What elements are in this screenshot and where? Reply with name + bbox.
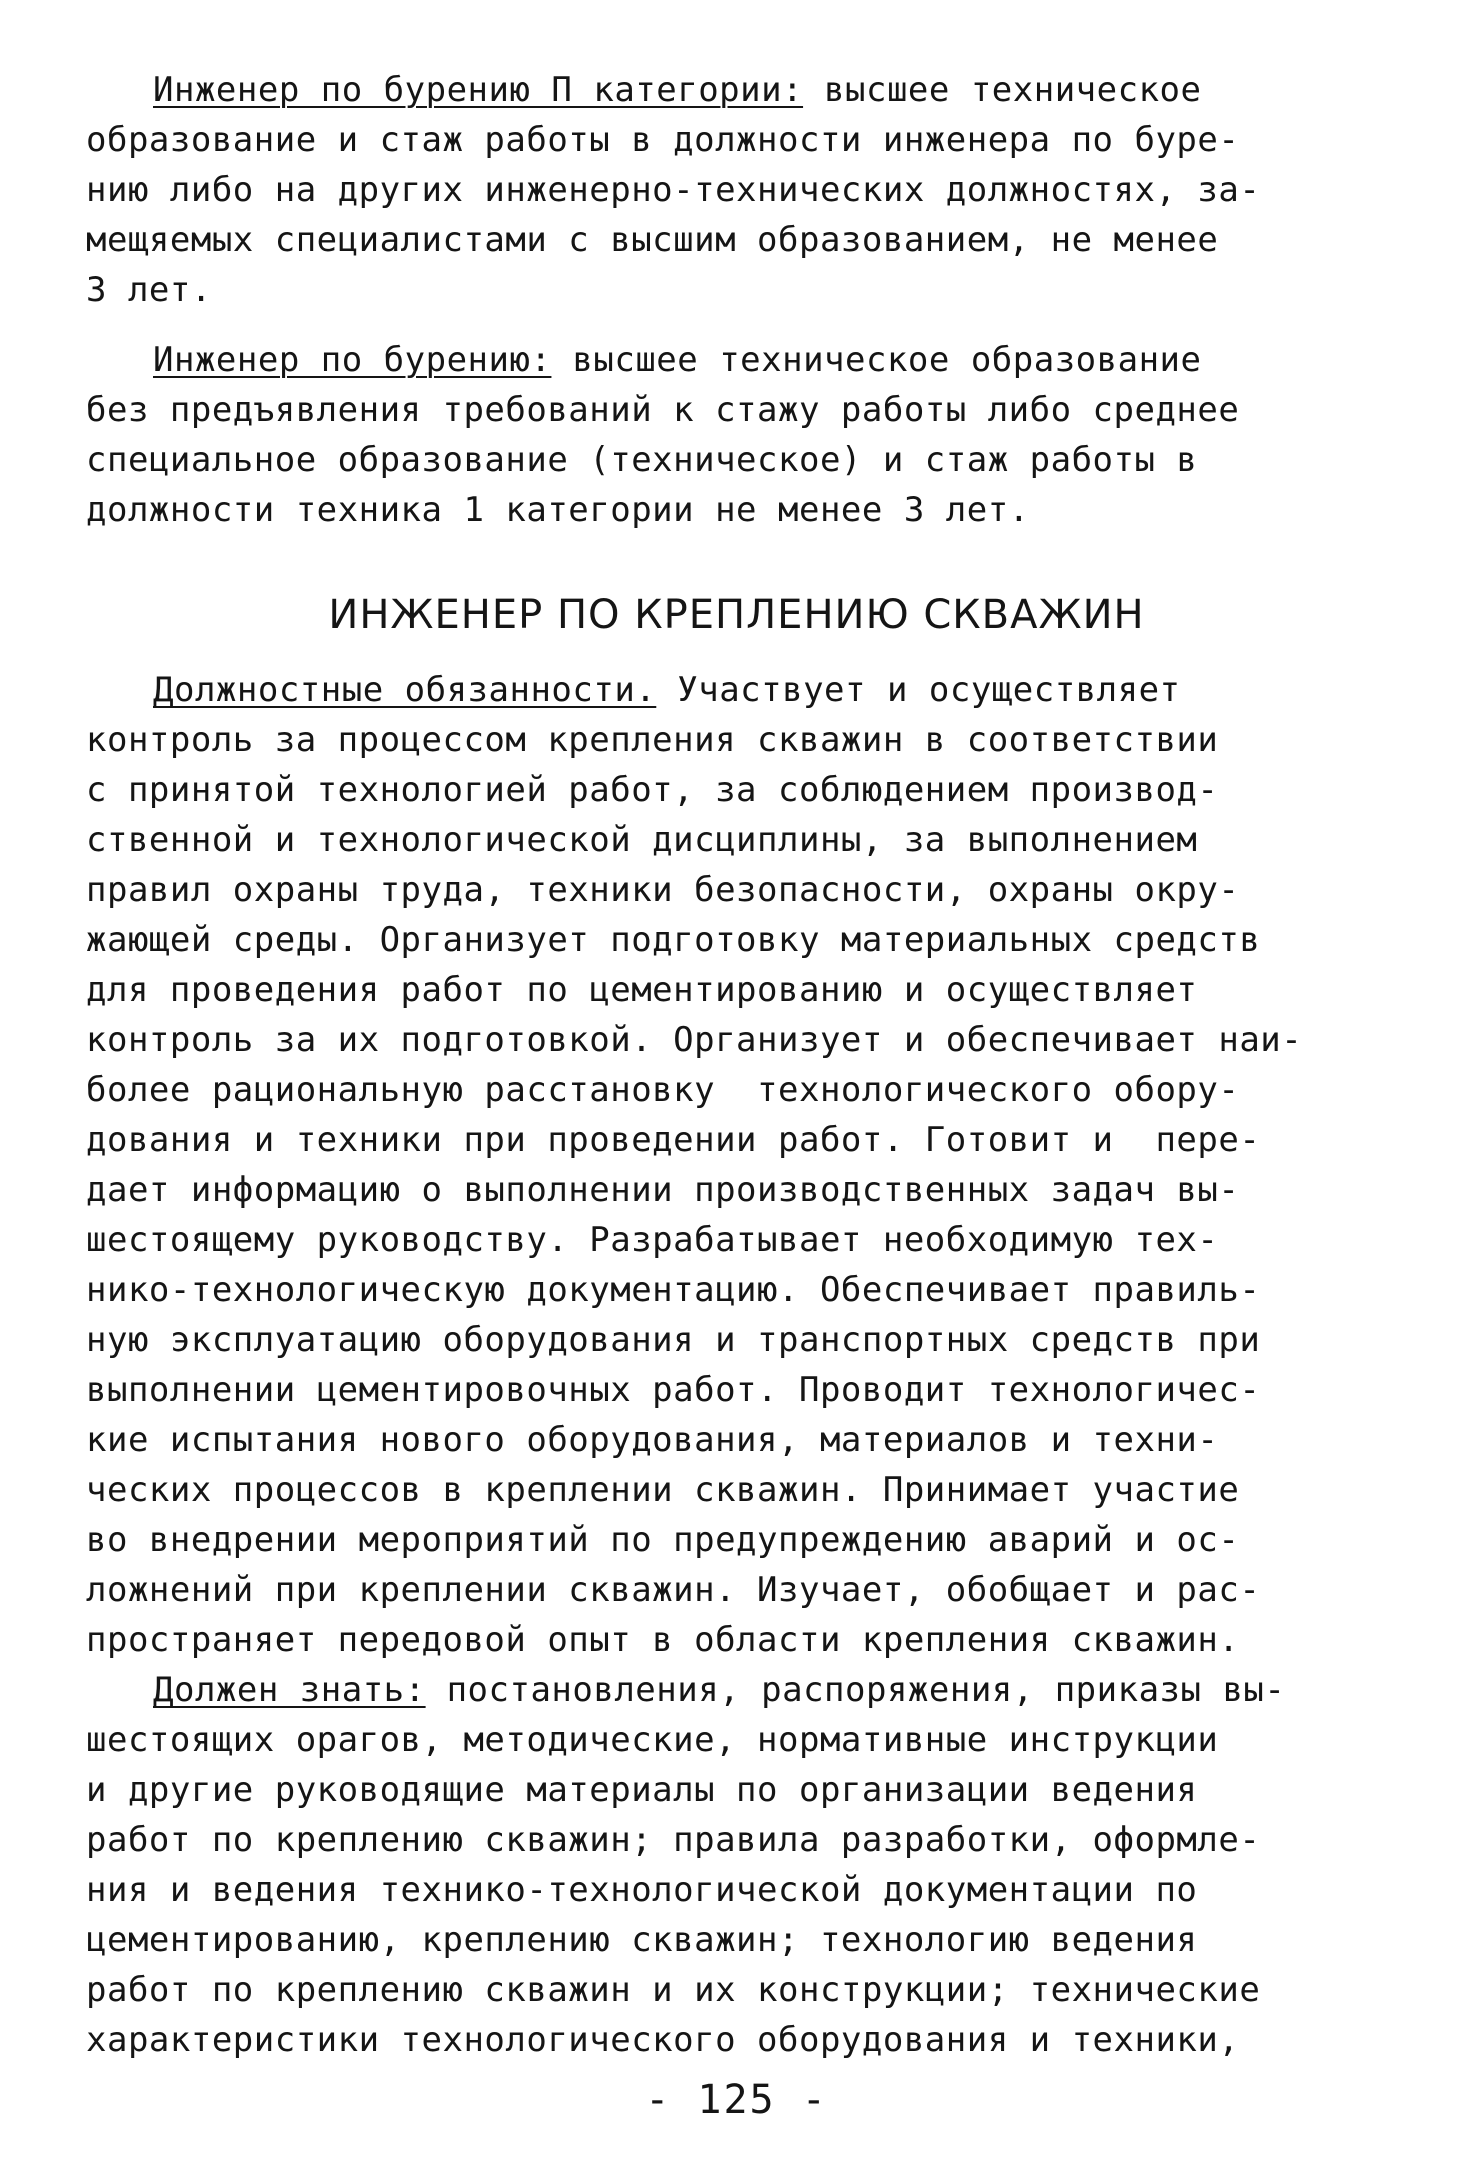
duties-line-4: ственной и технологической дисциплины, за выполнением xyxy=(86,820,1198,860)
must-know-line-8: характеристики технологического оборудования и техники, xyxy=(86,2020,1240,2060)
paragraph-1-text: высшее техническое xyxy=(803,70,1202,110)
paragraph-1-line-4: мещяемых специалистами с высшим образованием, не менее xyxy=(86,220,1219,260)
duties-line-15: выполнении цементировочных работ. Проводит технологичес- xyxy=(86,1370,1261,1410)
duties-line-20: пространяет передовой опыт в области крепления скважин. xyxy=(86,1620,1240,1660)
must-know-lead: Должен знать: xyxy=(153,1670,426,1710)
duties-line-9: более рациональную расстановку технологического обору- xyxy=(86,1070,1240,1110)
must-know-line-7: работ по креплению скважин и их конструкции; технические xyxy=(86,1970,1261,2010)
duties-text: Участвует и осуществляет xyxy=(656,670,1181,710)
paragraph-2-line-4: должности техника 1 категории не менее 3 лет. xyxy=(86,490,1030,530)
paragraph-2-line-3: специальное образование (техническое) и стаж работы в xyxy=(86,440,1198,480)
duties-line-6: жающей среды. Организует подготовку материальных средств xyxy=(86,920,1261,960)
paragraph-2-text: высшее техническое образование xyxy=(551,340,1202,380)
must-know-line-6: цементированию, креплению скважин; технологию ведения xyxy=(86,1920,1198,1960)
duties-line-5: правил охраны труда, техники безопасности, охраны окру- xyxy=(86,870,1240,910)
paragraph-2-line-2: без предъявления требований к стажу работы либо среднее xyxy=(86,390,1240,430)
duties-line-16: кие испытания нового оборудования, материалов и техни- xyxy=(86,1420,1219,1460)
duties-line-13: нико-технологическую документацию. Обеспечивает правиль- xyxy=(86,1270,1261,1310)
duties-line-1 xyxy=(153,668,1453,712)
duties-line-11: дает информацию о выполнении производственных задач вы- xyxy=(86,1170,1240,1210)
paragraph-2-line-1 xyxy=(153,338,1453,382)
duties-line-18: во внедрении мероприятий по предупреждению аварий и ос- xyxy=(86,1520,1240,1560)
duties-line-3: с принятой технологией работ, за соблюдением производ- xyxy=(86,770,1219,810)
paragraph-1-line-2: образование и стаж работы в должности инженера по буре- xyxy=(86,120,1240,160)
duties-line-7: для проведения работ по цементированию и осуществляет xyxy=(86,970,1198,1010)
duties-line-19: ложнений при креплении скважин. Изучает, обобщает и рас- xyxy=(86,1570,1261,1610)
paragraph-2-lead: Инженер по бурению: xyxy=(153,340,552,380)
must-know-line-2: шестоящих орагов, методические, нормативные инструкции xyxy=(86,1720,1219,1760)
duties-line-17: ческих процессов в креплении скважин. Принимает участие xyxy=(86,1470,1240,1510)
paragraph-1-lead: Инженер по бурению П категории: xyxy=(153,70,804,110)
must-know-text: постановления, распоряжения, приказы вы- xyxy=(425,1670,1286,1710)
paragraph-1-line-5: 3 лет. xyxy=(86,270,212,310)
duties-line-8: контроль за их подготовкой. Организует и обеспечивает наи- xyxy=(86,1020,1303,1060)
must-know-line-1 xyxy=(153,1668,1453,1712)
must-know-line-5: ния и ведения технико-технологической документации по xyxy=(86,1870,1198,1910)
section-heading: ИНЖЕНЕР ПО КРЕПЛЕНИЮ СКВАЖИН xyxy=(328,592,1145,638)
paragraph-1-line-3: нию либо на других инженерно-технических должностях, за- xyxy=(86,170,1261,210)
duties-line-12: шестоящему руководству. Разрабатывает необходимую тех- xyxy=(86,1220,1219,1260)
duties-line-2: контроль за процессом крепления скважин в соответствии xyxy=(86,720,1219,760)
paragraph-1-line-1 xyxy=(153,68,1453,112)
duties-line-10: дования и техники при проведении работ. Готовит и пере- xyxy=(86,1120,1261,1160)
must-know-line-3: и другие руководящие материалы по организации ведения xyxy=(86,1770,1198,1810)
must-know-line-4: работ по креплению скважин; правила разработки, оформле- xyxy=(86,1820,1261,1860)
duties-lead: Должностные обязанности. xyxy=(153,670,657,710)
page-number: - 125 - xyxy=(645,2077,828,2123)
duties-line-14: ную эксплуатацию оборудования и транспортных средств при xyxy=(86,1320,1261,1360)
